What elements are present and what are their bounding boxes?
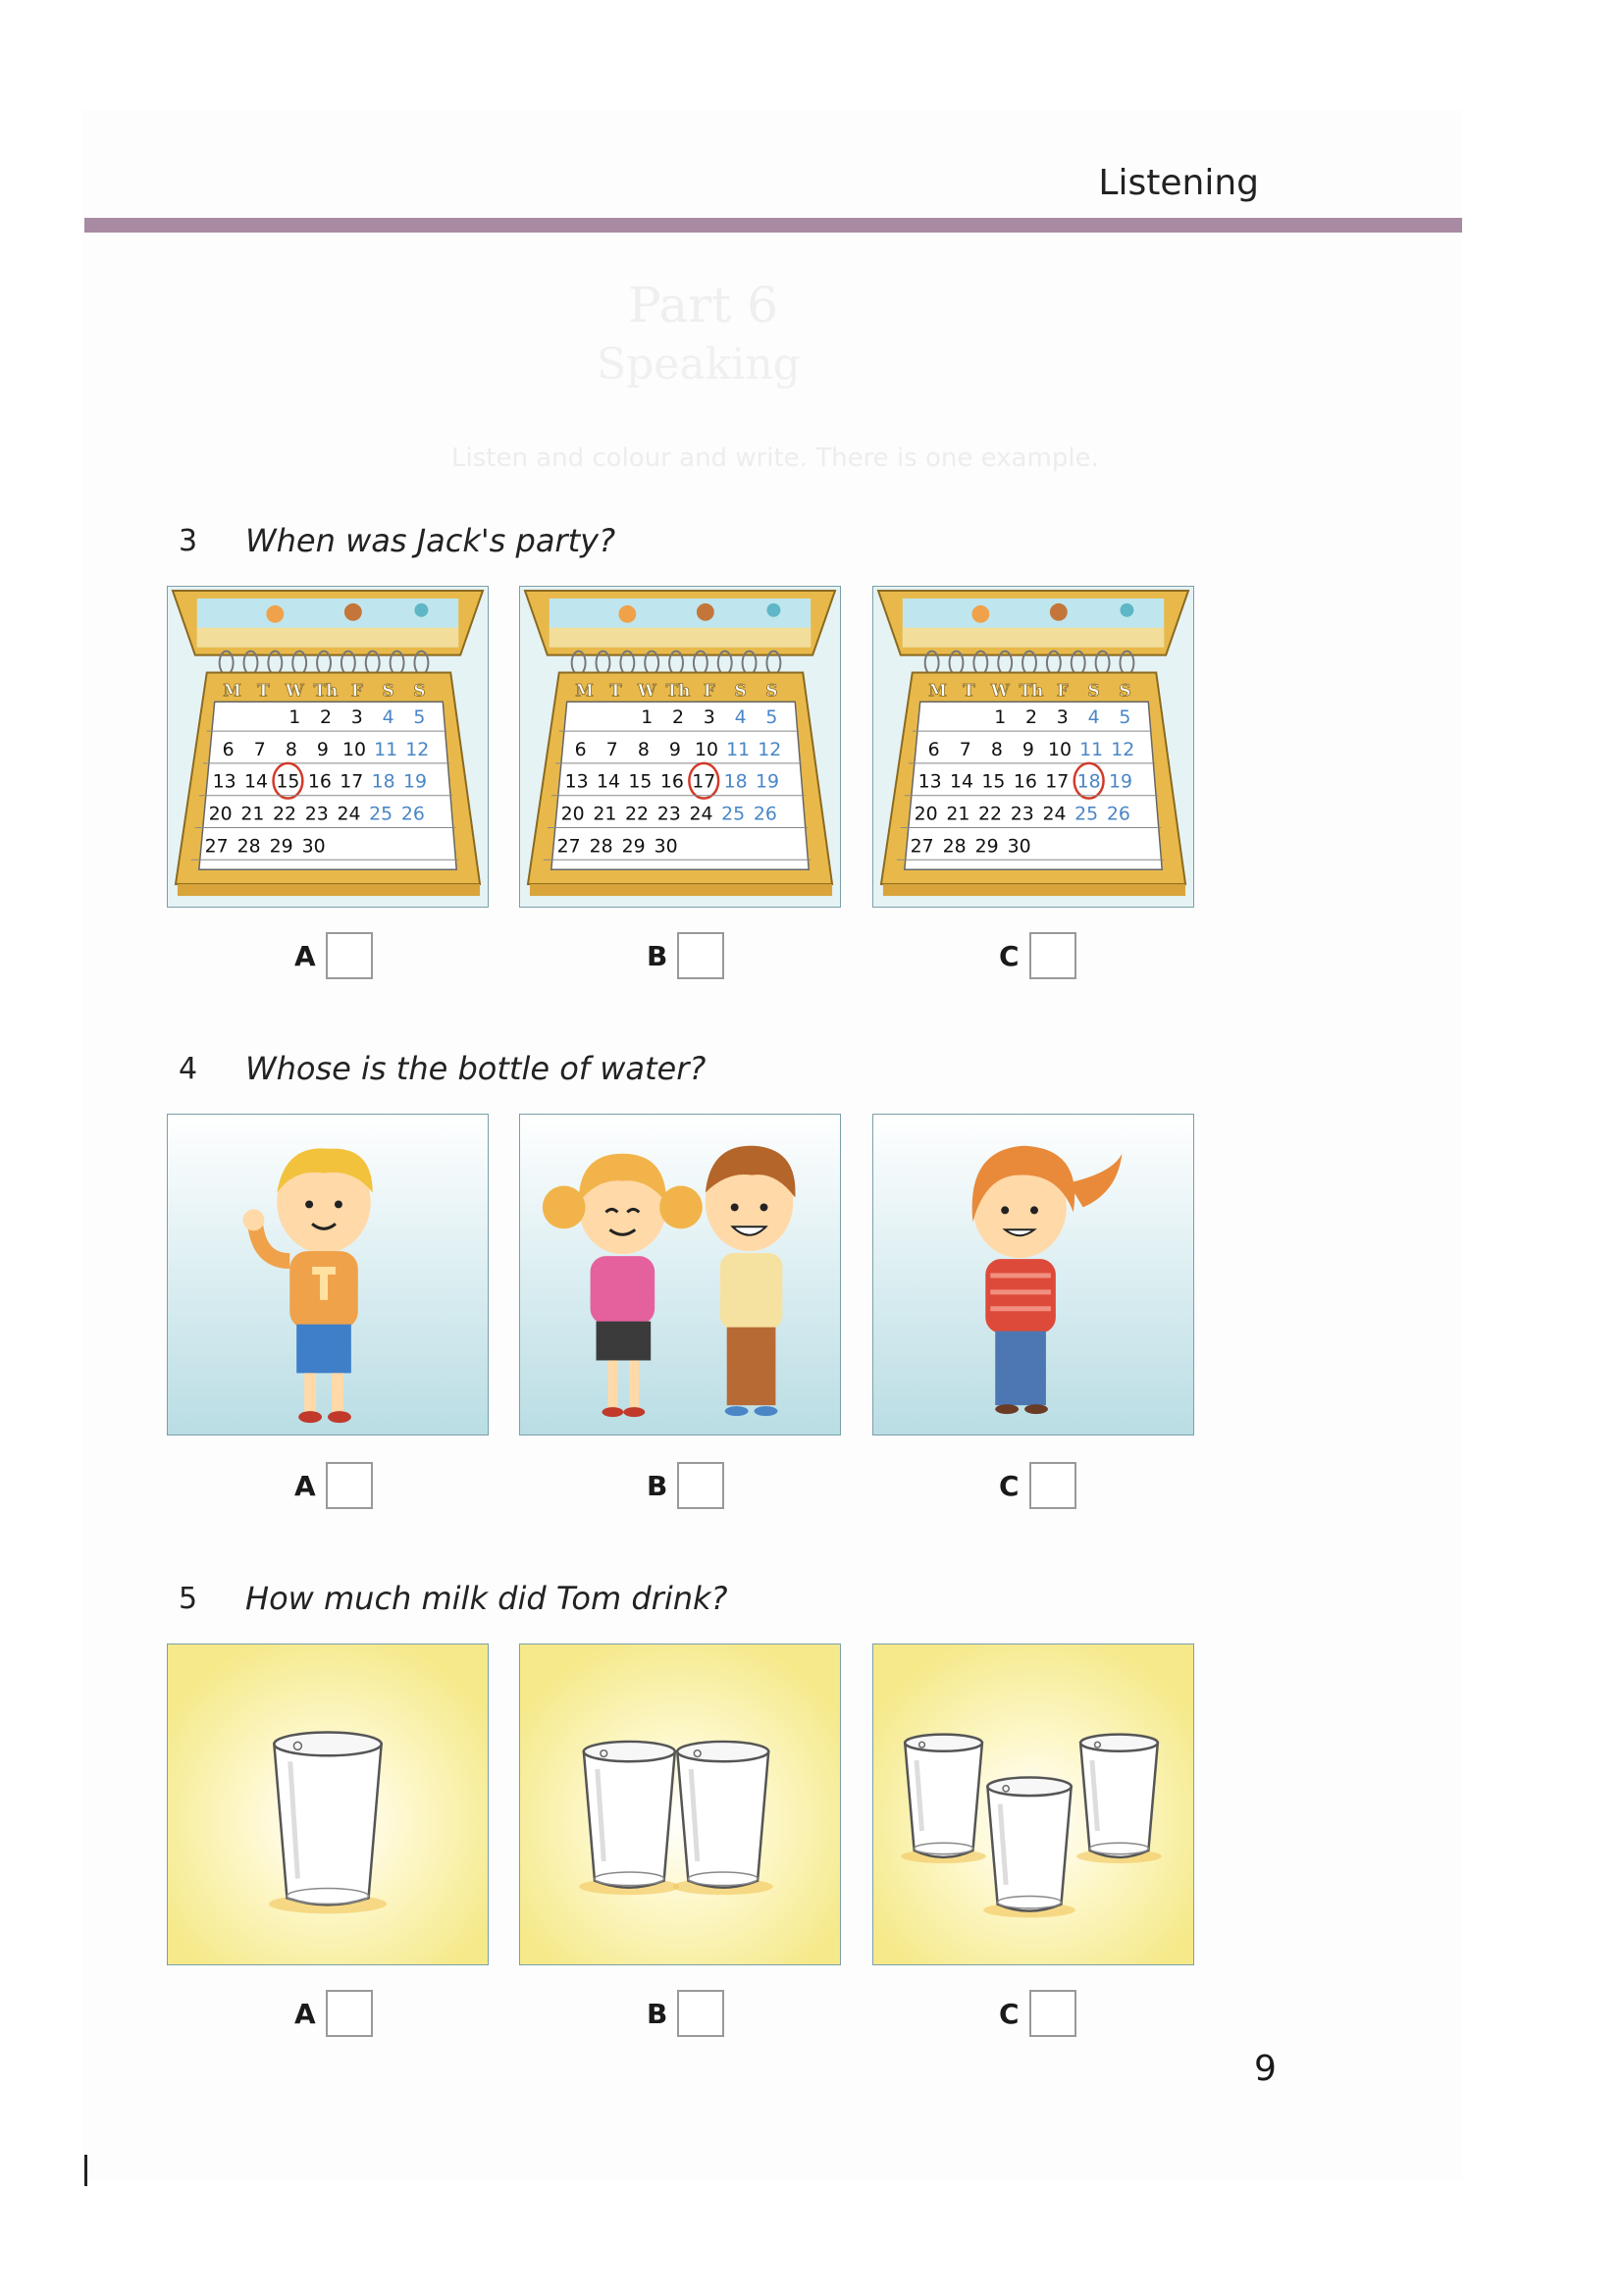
weekday-header: M [928,680,947,701]
option-letter: B [647,1469,668,1502]
calendar-day: 14 [950,770,974,793]
question-5-number: 5 [179,1582,198,1616]
option-letter: B [647,939,668,972]
girl-and-boy-icon [520,1115,840,1435]
calendar-day: 23 [656,803,681,825]
girl-red-shirt-icon [873,1115,1193,1435]
boy-waving-icon [168,1115,488,1435]
calendar-day: 6 [222,738,235,760]
calendar-option-c [872,586,1194,908]
calendar-day: 28 [236,835,261,858]
calendar-option-b [519,586,841,908]
calendar-day: 24 [1042,803,1067,825]
glass-icon [269,1732,387,1913]
weekday-header: Th [665,680,691,701]
margin-mark [84,2155,87,2186]
answer-5c [999,1990,1076,2037]
calendar-day: 5 [1119,706,1131,729]
calendar-day: 25 [369,803,393,825]
calendar-day: 29 [621,835,646,858]
weekday-header: S [1119,680,1131,701]
milk-option-c [872,1644,1194,1965]
answer-checkbox[interactable] [326,932,373,979]
calendar-day: 22 [625,803,650,825]
weekday-header: S [382,680,394,701]
bleed-through-title: Part 6 [628,277,778,334]
calendar-day: 26 [753,803,777,825]
calendar-day: 28 [942,835,967,858]
calendar-day: 22 [273,803,297,825]
calendar-day: 4 [734,706,747,729]
calendar-day: 2 [672,706,685,729]
calendar-day: 10 [342,738,367,760]
calendar-day: 26 [1106,803,1130,825]
calendar-day: 13 [212,770,236,793]
calendar-day: 29 [974,835,999,858]
bleed-through-instruction: Listen and colour and write. There is one example. [451,444,1099,473]
option-letter: A [294,1997,316,2030]
calendar-day: 2 [320,706,333,729]
calendar-day: 1 [641,706,654,729]
option-letter: C [999,939,1020,972]
calendar-day: 8 [285,738,297,760]
page-number: 9 [1254,2049,1277,2089]
option-letter: C [999,1997,1020,2030]
calendar-day: 10 [695,738,719,760]
calendar-day: 28 [589,835,613,858]
calendar-day: 2 [1025,706,1038,729]
calendar-day: 3 [1056,706,1069,729]
calendar-day: 29 [269,835,293,858]
weekday-header: T [257,680,270,701]
calendar-day: 16 [1013,770,1037,793]
calendar-day: 13 [564,770,589,793]
calendar-day: 5 [765,706,778,729]
header-bar [84,218,1462,233]
weekday-header: Th [1019,680,1044,701]
calendar-day: 1 [288,706,301,729]
calendar-day: 25 [1074,803,1099,825]
answer-4b [647,1462,724,1509]
calendar-day: 11 [726,738,751,760]
weekday-header: S [765,680,778,701]
question-4-text: Whose is the bottle of water? [245,1050,707,1087]
glass-icon [983,1778,1075,1918]
question-3-text: When was Jack's party? [245,522,616,559]
answer-checkbox[interactable] [326,1462,373,1509]
calendar-day: 1 [994,706,1007,729]
option-letter: A [294,1469,316,1502]
question-4-number: 4 [179,1052,198,1086]
calendar-day: 11 [1079,738,1104,760]
calendar-day: 20 [914,803,938,825]
glass-icon [1076,1735,1162,1863]
answer-checkbox[interactable] [1029,1462,1076,1509]
calendar-option-a [167,586,489,908]
calendar-day: 30 [301,835,326,858]
milk-option-a [167,1644,489,1965]
calendar-day: 17 [340,770,364,793]
calendar-day: 15 [981,770,1006,793]
calendar-day: 12 [758,738,782,760]
calendar-day: 9 [668,738,681,760]
calendar-day: 10 [1048,738,1073,760]
calendar-day: 30 [654,835,678,858]
calendar-day: 18 [371,770,395,793]
weekday-header: F [1056,680,1069,701]
calendar-day: 23 [1010,803,1034,825]
calendar-day: 7 [253,738,266,760]
calendar-day: 21 [593,803,617,825]
option-letter: C [999,1469,1020,1502]
calendar-day: 19 [1109,770,1133,793]
calendar-day: 19 [403,770,428,793]
calendar-day: 12 [405,738,430,760]
question-3-number: 3 [179,524,198,558]
answer-checkbox[interactable] [677,1462,724,1509]
calendar-day: 24 [689,803,713,825]
weekday-header: F [703,680,715,701]
calendar-day: 19 [756,770,780,793]
answer-5b [647,1990,724,2037]
calendar-day: 14 [597,770,621,793]
calendar-day: 18 [1076,770,1101,793]
calendar-day: 15 [276,770,300,793]
answer-checkbox[interactable] [677,1990,724,2037]
answer-checkbox[interactable] [1029,932,1076,979]
calendar-day: 8 [990,738,1003,760]
calendar-day: 5 [413,706,426,729]
weekday-header: T [963,680,975,701]
calendar-day: 13 [917,770,942,793]
answer-5a [294,1990,373,2037]
calendar-day: 6 [574,738,587,760]
calendar-day: 26 [400,803,425,825]
calendar-day: 11 [374,738,398,760]
calendar-day: 27 [910,835,934,858]
calendar-day: 4 [382,706,394,729]
answer-3b [647,932,724,979]
calendar-day: 7 [959,738,971,760]
calendar-day: 23 [304,803,329,825]
calendar-day: 9 [1022,738,1034,760]
calendar-day: 4 [1087,706,1100,729]
calendar-day: 3 [350,706,363,729]
calendar-day: 27 [556,835,581,858]
milk-option-b [519,1644,841,1965]
picture-option-b [519,1114,841,1435]
glass-icon [579,1742,679,1895]
calendar-day: 20 [560,803,585,825]
calendar-day: 3 [703,706,715,729]
weekday-header: W [990,680,1010,701]
answer-checkbox[interactable] [326,1990,373,2037]
weekday-header: S [734,680,747,701]
weekday-header: M [223,680,241,701]
calendar-day: 21 [946,803,970,825]
bleed-through-subtitle: Speaking [597,339,801,390]
answer-3c [999,932,1076,979]
weekday-header: W [285,680,304,701]
calendar-day: 22 [978,803,1003,825]
answer-3a [294,932,373,979]
calendar-day: 9 [316,738,329,760]
glass-icon [901,1735,986,1863]
answer-checkbox[interactable] [1029,1990,1076,2037]
answer-checkbox[interactable] [677,932,724,979]
calendar-day: 18 [723,770,748,793]
calendar-day: 27 [204,835,229,858]
weekday-header: S [413,680,426,701]
glass-icon [673,1742,773,1895]
weekday-header: M [575,680,594,701]
calendar-day: 30 [1007,835,1031,858]
weekday-header: T [609,680,622,701]
calendar-day: 17 [692,770,716,793]
weekday-header: S [1087,680,1100,701]
calendar-day: 24 [337,803,361,825]
calendar-day: 15 [628,770,653,793]
section-title: Listening [1098,163,1259,203]
answer-4a [294,1462,373,1509]
calendar-day: 20 [208,803,233,825]
calendar-day: 25 [721,803,746,825]
calendar-day: 6 [927,738,940,760]
calendar-day: 21 [240,803,265,825]
calendar-day: 16 [307,770,332,793]
calendar-day: 8 [637,738,650,760]
picture-option-c [872,1114,1194,1435]
weekday-header: F [350,680,363,701]
weekday-header: Th [313,680,339,701]
calendar-day: 12 [1111,738,1135,760]
picture-option-a [167,1114,489,1435]
question-5-text: How much milk did Tom drink? [245,1580,728,1617]
calendar-day: 7 [605,738,618,760]
calendar-day: 16 [659,770,684,793]
weekday-header: W [637,680,656,701]
answer-4c [999,1462,1076,1509]
calendar-day: 17 [1045,770,1070,793]
option-letter: B [647,1997,668,2030]
option-letter: A [294,939,316,972]
calendar-day: 14 [244,770,269,793]
